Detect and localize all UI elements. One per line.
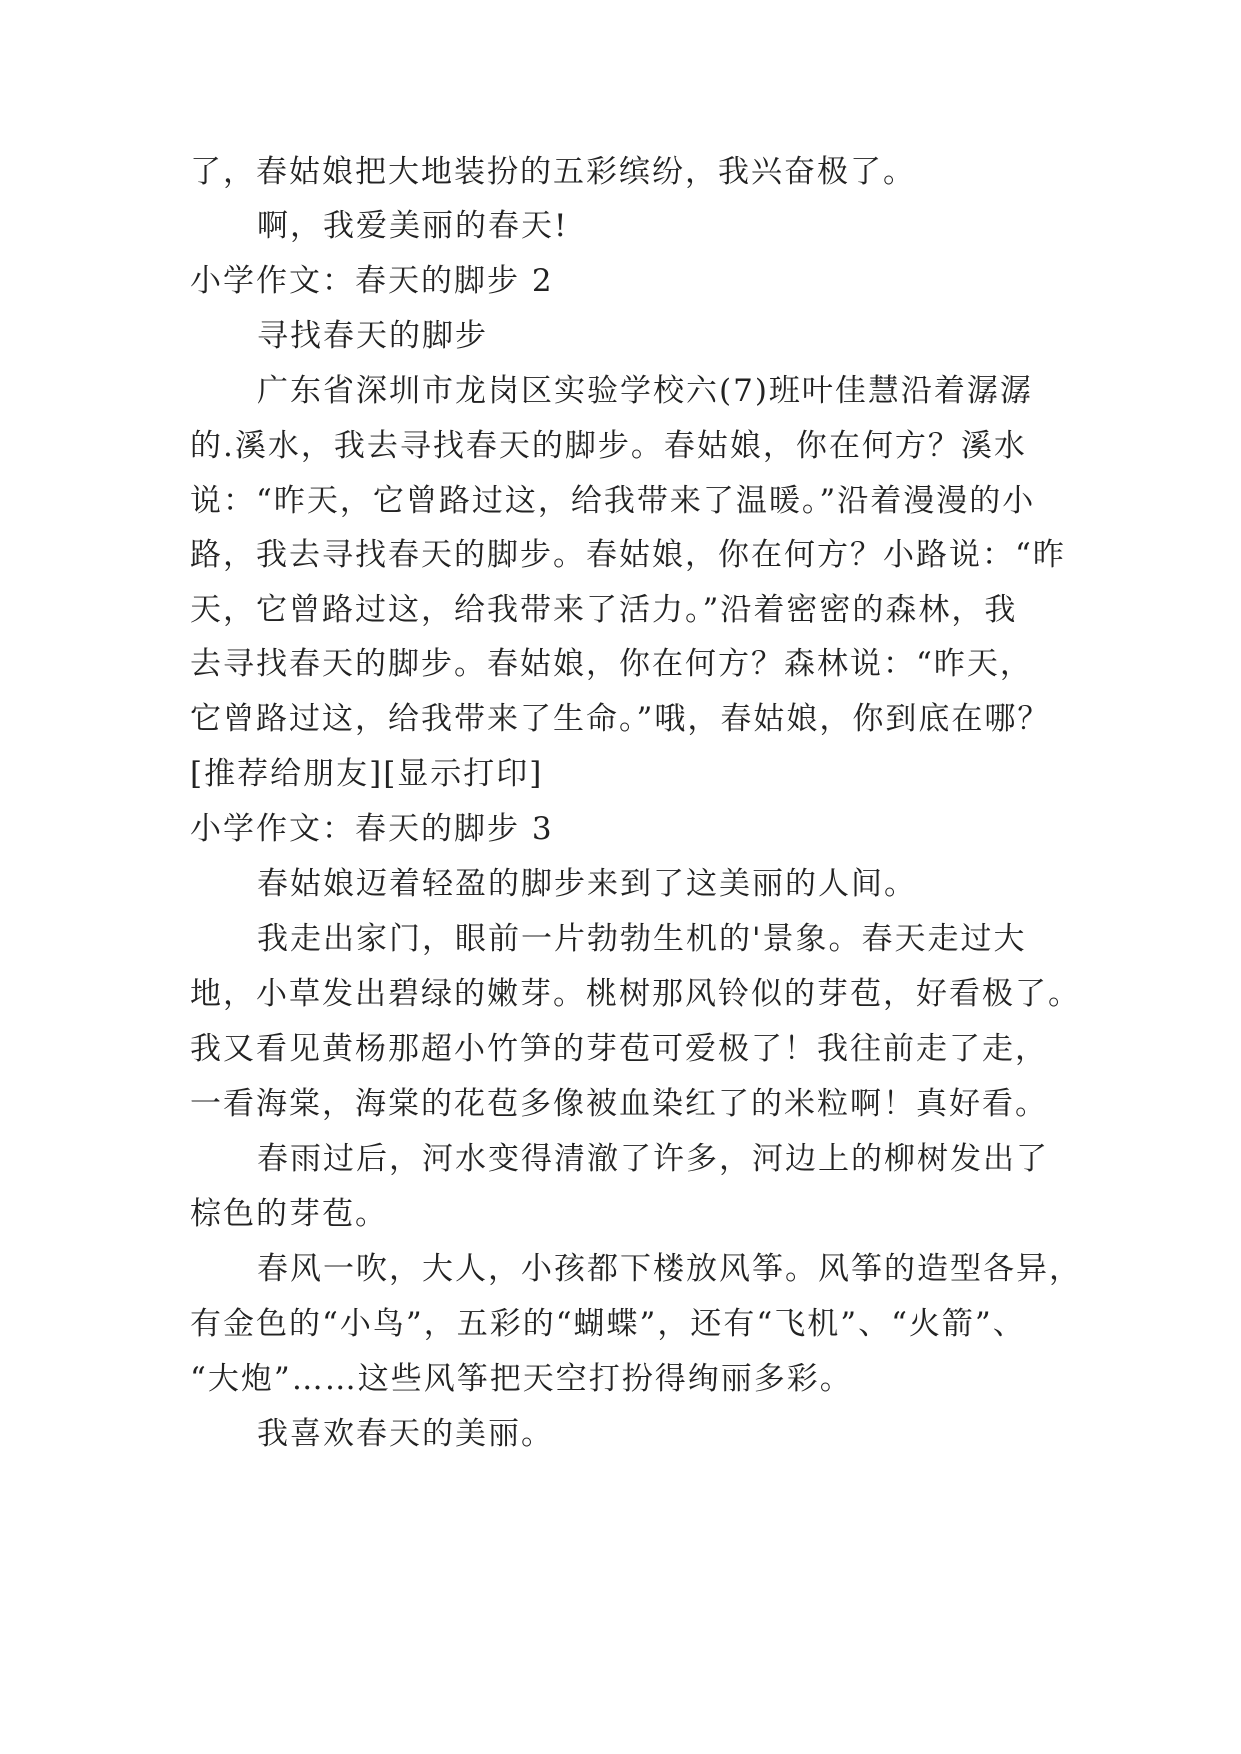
paragraph-line: 棕色的芽苞。 xyxy=(190,1196,388,1232)
paragraph-line: 我走出家门，眼前一片勃勃生机的'景象。春天走过大 xyxy=(257,921,1027,957)
paragraph-line: 它曾路过这，给我带来了生命。”哦，春姑娘，你到底在哪？ xyxy=(190,701,1051,737)
paragraph-line: 我喜欢春天的美丽。 xyxy=(257,1416,554,1452)
paragraph-line: 啊，我爱美丽的春天! xyxy=(257,208,569,244)
paragraph-line: 地，小草发出碧绿的嫩芽。桃树那风铃似的芽苞，好看极了。 xyxy=(190,976,1081,1012)
paragraph-line: 天，它曾路过这，给我带来了活力。”沿着密密的森林，我 xyxy=(190,592,1018,628)
paragraph-line: 路，我去寻找春天的脚步。春姑娘，你在何方？小路说：“昨 xyxy=(190,537,1066,573)
print-link[interactable]: [显示打印] xyxy=(383,756,544,792)
recommend-link[interactable]: [推荐给朋友] xyxy=(190,756,384,792)
paragraph-line: 的.溪水，我去寻找春天的脚步。春姑娘，你在何方？溪水 xyxy=(190,428,1027,464)
paragraph-line: 春雨过后，河水变得清澈了许多，河边上的柳树发出了 xyxy=(257,1141,1049,1177)
paragraph-line: 去寻找春天的脚步。春姑娘，你在何方？森林说：“昨天， xyxy=(190,646,1033,682)
paragraph-line: 春姑娘迈着轻盈的脚步来到了这美丽的人间。 xyxy=(257,866,917,902)
section-heading: 小学作文：春天的脚步 2 xyxy=(190,263,554,299)
paragraph-line: 广东省深圳市龙岗区实验学校六(7)班叶佳慧沿着潺潺 xyxy=(257,373,1033,409)
paragraph-line: 有金色的“小鸟”，五彩的“蝴蝶”，还有“飞机”、“火箭”、 xyxy=(190,1306,1026,1342)
paragraph-line: 春风一吹，大人，小孩都下楼放风筝。风筝的造型各异， xyxy=(257,1251,1082,1287)
paragraph-line: 一看海棠，海棠的花苞多像被血染红了的米粒啊！真好看。 xyxy=(190,1086,1048,1122)
section-heading: 小学作文：春天的脚步 3 xyxy=(190,811,554,847)
paragraph-line: 我又看见黄杨那超小竹笋的芽苞可爱极了！我往前走了走， xyxy=(190,1031,1048,1067)
paragraph-line: 说：“昨天，它曾路过这，给我带来了温暖。”沿着漫漫的小 xyxy=(190,483,1036,519)
paragraph-line: 了，春姑娘把大地装扮的五彩缤纷，我兴奋极了。 xyxy=(190,154,916,190)
link-row xyxy=(190,754,543,794)
paragraph-line: “大炮”……这些风筝把天空打扮得绚丽多彩。 xyxy=(190,1361,853,1397)
essay-title: 寻找春天的脚步 xyxy=(257,318,488,354)
